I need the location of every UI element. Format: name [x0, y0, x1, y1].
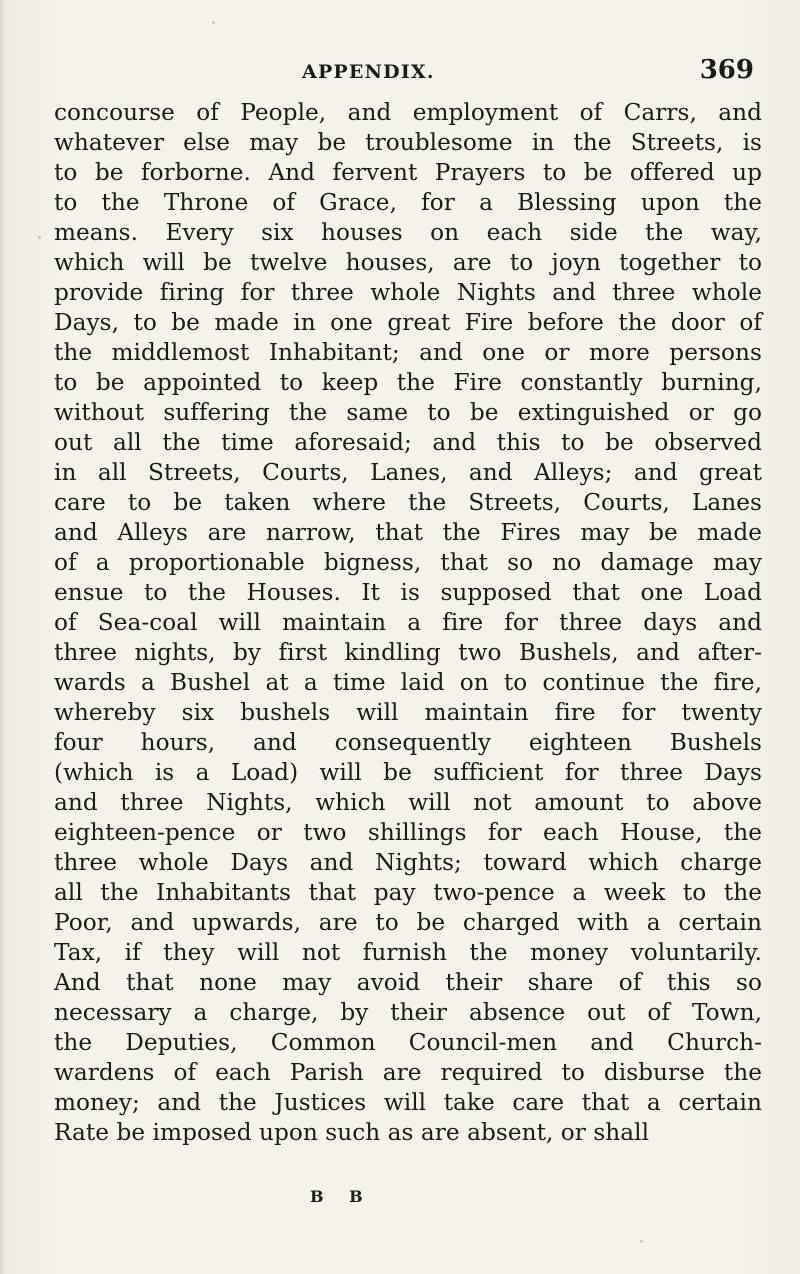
page-header: [302, 55, 760, 85]
text-line: out all the time aforesaid; and this to be observed: [54, 429, 762, 456]
text-line: whereby six bushels will maintain fire for twenty: [54, 699, 762, 726]
page-edge-shadow: [0, 0, 6, 1274]
page-number: 369: [699, 55, 754, 85]
text-line: in all Streets, Courts, Lanes, and Alleys; and great: [54, 459, 762, 486]
paper-speck: [38, 236, 41, 239]
paper-speck: [212, 21, 215, 24]
text-line: and Alleys are narrow, that the Fires may be made: [54, 519, 762, 546]
text-line: Poor, and upwards, are to be charged with a certain: [54, 909, 762, 936]
text-line: the Deputies, Common Council-men and Church-: [54, 1029, 762, 1056]
text-line: and three Nights, which will not amount to above: [54, 789, 762, 816]
text-line: Days, to be made in one great Fire before the door of: [54, 309, 762, 336]
paper-speck: [640, 1240, 643, 1243]
text-line: of Sea-coal will maintain a fire for three days and: [54, 609, 762, 636]
text-line: provide firing for three whole Nights and three whole: [54, 279, 762, 306]
text-line: the middlemost Inhabitant; and one or more persons: [54, 339, 762, 366]
text-line: And that none may avoid their share of this so: [54, 969, 762, 996]
running-head: APPENDIX.: [302, 61, 435, 83]
text-line: all the Inhabitants that pay two-pence a week to the: [54, 879, 762, 906]
text-line: three whole Days and Nights; toward which charge: [54, 849, 762, 876]
text-line: eighteen-pence or two shillings for each House, the: [54, 819, 762, 846]
text-line: concourse of People, and employment of Carrs, and: [54, 99, 762, 126]
text-line: to be forborne. And fervent Prayers to be offered up: [54, 159, 762, 186]
text-line: Rate be imposed upon such as are absent, or shall: [54, 1119, 650, 1146]
text-line: wardens of each Parish are required to disburse the: [54, 1059, 762, 1086]
text-line: money; and the Justices will take care that a certain: [54, 1089, 762, 1116]
text-line: wards a Bushel at a time laid on to continue the fire,: [54, 669, 762, 696]
text-line: of a proportionable bigness, that so no damage may: [54, 549, 762, 576]
text-line: necessary a charge, by their absence out of Town,: [54, 999, 762, 1026]
text-line: whatever else may be troublesome in the Streets, is: [54, 129, 762, 156]
text-line: which will be twelve houses, are to joyn together to: [54, 249, 762, 276]
text-line: to the Throne of Grace, for a Blessing upon the: [54, 189, 762, 216]
text-line: three nights, by first kindling two Bushels, and after-: [54, 639, 762, 666]
text-line: care to be taken where the Streets, Courts, Lanes: [54, 489, 762, 516]
text-line: Tax, if they will not furnish the money voluntarily.: [54, 939, 762, 966]
text-line: four hours, and consequently eighteen Bushels: [54, 729, 762, 756]
signature-mark: B B: [310, 1187, 373, 1206]
text-line: without suffering the same to be extinguished or go: [54, 399, 762, 426]
text-line: ensue to the Houses. It is supposed that one Load: [54, 579, 762, 606]
body-text: [54, 98, 762, 1148]
text-line: means. Every six houses on each side the way,: [54, 219, 762, 246]
text-line: (which is a Load) will be sufficient for three Days: [54, 759, 762, 786]
text-line: to be appointed to keep the Fire constantly burning,: [54, 369, 762, 396]
